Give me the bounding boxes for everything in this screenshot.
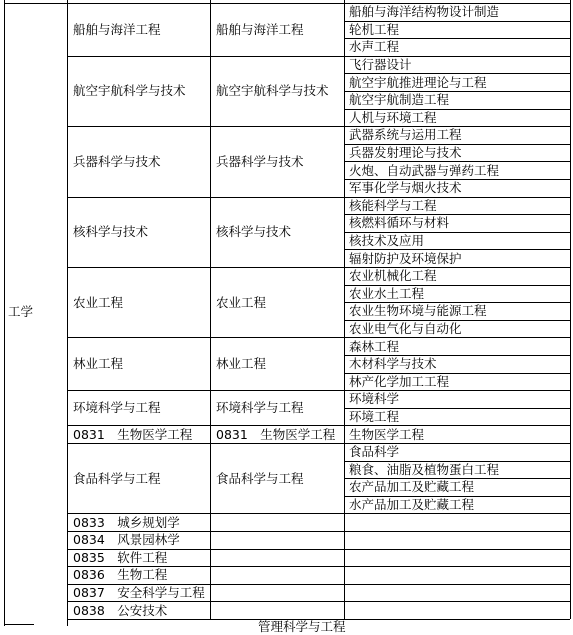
second-level-discipline: 船舶与海洋结构物设计制造 bbox=[349, 4, 500, 20]
second-level-discipline: 核燃料循环与材料 bbox=[349, 215, 450, 231]
discipline-code-row: 0836 生物工程 bbox=[73, 567, 168, 583]
discipline-code-row: 0837 安全科学与工程 bbox=[73, 585, 205, 601]
first-level-discipline: 0831 生物医学工程 bbox=[73, 426, 193, 442]
row-divider bbox=[344, 496, 570, 497]
first-level-discipline: 食品科学与工程 bbox=[73, 470, 161, 486]
row-divider bbox=[344, 285, 570, 286]
row-divider bbox=[344, 38, 570, 39]
row-divider bbox=[344, 179, 570, 180]
row-divider bbox=[344, 232, 570, 233]
row-divider bbox=[344, 144, 570, 145]
second-level-discipline: 火炮、自动武器与弹药工程 bbox=[349, 162, 500, 178]
row-divider bbox=[344, 355, 570, 356]
cut-off-row-text: 管理科学与工程 bbox=[258, 619, 346, 634]
column-divider bbox=[210, 0, 211, 619]
second-level-discipline: 农业生物环境与能源工程 bbox=[349, 303, 487, 319]
second-level-discipline: 环境工程 bbox=[349, 409, 400, 425]
discipline-code-row: 0835 软件工程 bbox=[73, 549, 168, 565]
first-level-discipline: 船舶与海洋工程 bbox=[73, 21, 161, 37]
second-level-discipline: 轮机工程 bbox=[349, 21, 400, 37]
second-level-discipline: 林产化学加工工程 bbox=[349, 373, 450, 389]
row-divider bbox=[344, 320, 570, 321]
first-level-discipline-repeat: 航空宇航科学与技术 bbox=[216, 83, 329, 99]
first-level-discipline: 环境科学与工程 bbox=[73, 400, 161, 416]
row-divider bbox=[344, 408, 570, 409]
second-level-discipline: 航空宇航推进理论与工程 bbox=[349, 74, 487, 90]
column-divider bbox=[67, 0, 68, 626]
second-level-discipline: 食品科学 bbox=[349, 444, 400, 460]
outer-right-border bbox=[570, 0, 571, 619]
row-divider bbox=[344, 461, 570, 462]
second-level-discipline: 核能科学与工程 bbox=[349, 197, 437, 213]
first-level-discipline-repeat: 食品科学与工程 bbox=[216, 470, 304, 486]
first-level-discipline-repeat: 船舶与海洋工程 bbox=[216, 21, 304, 37]
second-level-discipline: 生物医学工程 bbox=[349, 426, 425, 442]
top-border bbox=[4, 3, 570, 4]
first-level-discipline-repeat: 兵器科学与技术 bbox=[216, 153, 304, 169]
first-level-discipline-repeat: 林业工程 bbox=[216, 356, 267, 372]
second-level-discipline: 水声工程 bbox=[349, 39, 400, 55]
second-level-discipline: 辐射防护及环境保护 bbox=[349, 250, 462, 266]
row-divider bbox=[344, 214, 570, 215]
second-level-discipline: 水产品加工及贮藏工程 bbox=[349, 497, 475, 513]
row-divider bbox=[344, 478, 570, 479]
row-divider bbox=[344, 373, 570, 374]
second-level-discipline: 环境科学 bbox=[349, 391, 400, 407]
second-level-discipline: 农业水土工程 bbox=[349, 285, 425, 301]
row-divider bbox=[344, 161, 570, 162]
row-divider bbox=[344, 21, 570, 22]
row-divider bbox=[344, 249, 570, 250]
discipline-code-row: 0833 城乡规划学 bbox=[73, 514, 180, 530]
partial-border bbox=[4, 624, 34, 625]
first-level-discipline: 航空宇航科学与技术 bbox=[73, 83, 186, 99]
second-level-discipline: 军事化学与烟火技术 bbox=[349, 180, 462, 196]
first-level-discipline: 农业工程 bbox=[73, 294, 124, 310]
second-level-discipline: 农产品加工及贮藏工程 bbox=[349, 479, 475, 495]
first-level-discipline: 核科学与技术 bbox=[73, 224, 149, 240]
second-level-discipline: 兵器发射理论与技术 bbox=[349, 145, 462, 161]
discipline-code-row: 0838 公安技术 bbox=[73, 602, 168, 618]
first-level-discipline-repeat: 环境科学与工程 bbox=[216, 400, 304, 416]
second-level-discipline: 粮食、油脂及植物蛋白工程 bbox=[349, 461, 500, 477]
row-divider bbox=[344, 91, 570, 92]
second-level-discipline: 武器系统与运用工程 bbox=[349, 127, 462, 143]
column-divider bbox=[344, 0, 345, 619]
row-divider bbox=[344, 109, 570, 110]
second-level-discipline: 农业电气化与自动化 bbox=[349, 321, 462, 337]
row-divider bbox=[344, 302, 570, 303]
second-level-discipline: 人机与环境工程 bbox=[349, 109, 437, 125]
second-level-discipline: 木材科学与技术 bbox=[349, 356, 437, 372]
first-level-discipline: 兵器科学与技术 bbox=[73, 153, 161, 169]
second-level-discipline: 核技术及应用 bbox=[349, 233, 425, 249]
second-level-discipline: 飞行器设计 bbox=[349, 57, 412, 73]
second-level-discipline: 森林工程 bbox=[349, 338, 400, 354]
second-level-discipline: 航空宇航制造工程 bbox=[349, 92, 450, 108]
category-label: 工学 bbox=[8, 303, 34, 319]
first-level-discipline-repeat: 农业工程 bbox=[216, 294, 267, 310]
outer-left-border bbox=[4, 0, 5, 626]
first-level-discipline-repeat: 核科学与技术 bbox=[216, 224, 292, 240]
discipline-code-row: 0834 风景园林学 bbox=[73, 532, 180, 548]
first-level-discipline-repeat: 0831 生物医学工程 bbox=[216, 426, 336, 442]
row-divider bbox=[344, 73, 570, 74]
second-level-discipline: 农业机械化工程 bbox=[349, 268, 437, 284]
first-level-discipline: 林业工程 bbox=[73, 356, 124, 372]
